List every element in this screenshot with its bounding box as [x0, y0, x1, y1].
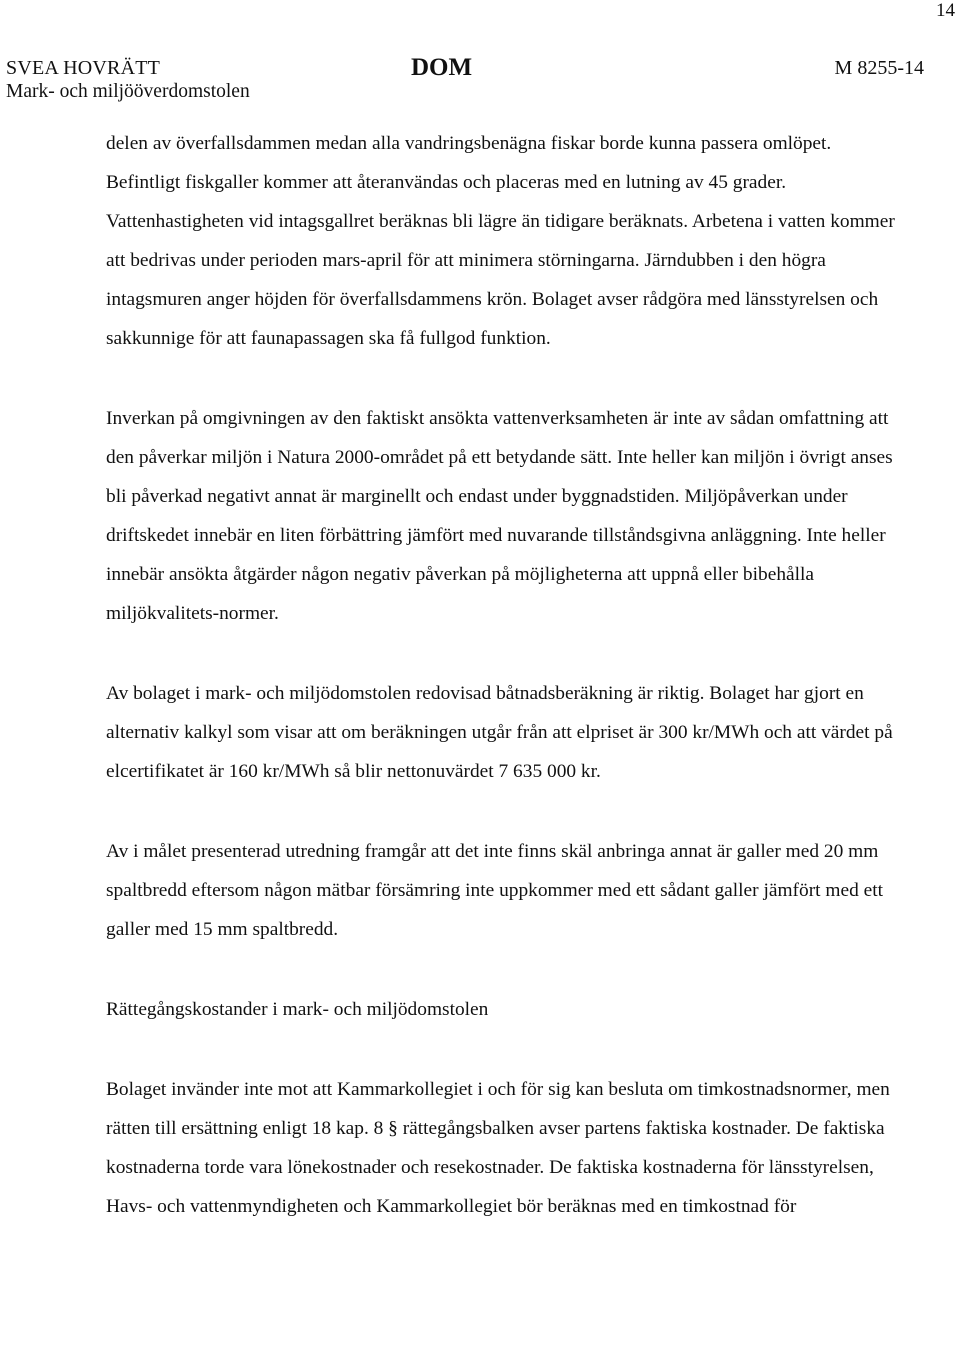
paragraph-grating-width: Av i målet presenterad utredning framgår att det inte finns skäl anbringa annat är galler med 20 mm spaltbredd eftersom någon mätbar försämring inte uppkommer med ett sådant galler jämfört med ett galler med 15 mm spaltbredd.	[106, 841, 883, 940]
paragraph-fish-passage: delen av överfallsdammen medan alla vandringsbenägna fiskar borde kunna passera omlöpet. Befintligt fiskgaller kommer att återanvändas och placeras med en lutning av 45 grader. Vattenhastigheten vid intagsgallret beräknas bli lägre än tidigare beräknats. Arbetena i vatten kommer att bedrivas under perioden mars-april för att minimera störningarna. Järndubben i den högra intagsmuren anger höjden för överfallsdammens krön. Bolaget avser rådgöra med länsstyrelsen och sakkunnige för att faunapassagen ska få fullgod funktion.	[106, 133, 895, 349]
court-name: SVEA HOVRÄTT	[6, 57, 161, 79]
document-header	[6, 56, 924, 104]
paragraph-litigation-costs: Bolaget invänder inte mot att Kammarkollegiet i och för sig kan besluta om timkostnadsnormer, men rätten till ersättning enligt 18 kap. 8 § rättegångsbalken avser partens faktiska kostnader. De faktiska kostnaderna torde vara lönekostnader och resekostnader. De faktiska kostnaderna för länsstyrelsen, Havs- och vattenmyndigheten och Kammarkollegiet bör beräknas med en timkostnad för	[106, 1079, 890, 1217]
document-type: DOM	[411, 54, 473, 81]
court-division: Mark- och miljööverdomstolen	[6, 81, 250, 102]
section-heading-litigation-costs: Rättegångskostander i mark- och miljödomstolen	[106, 999, 489, 1020]
document-body	[106, 124, 906, 1267]
paragraph-environmental-impact: Inverkan på omgivningen av den faktiskt ansökta vattenverksamheten är inte av sådan omfattning att den påverkar miljön i Natura 2000-området på ett betydande sätt. Inte heller kan miljön i övrigt anses bli påverkad negativt annat är marginellt och endast under byggnadstiden. Miljöpåverkan under driftskedet innebär en liten förbättring jämfört med nuvarande tillståndsgivna anläggning. Inte heller innebär ansökta åtgärder någon negativ påverkan på möjligheterna att uppnå eller bibehålla miljökvalitets-normer.	[106, 408, 893, 624]
page-number: 14	[936, 0, 955, 21]
case-number: M 8255-14	[834, 57, 924, 79]
paragraph-benefit-calculation: Av bolaget i mark- och miljödomstolen redovisad båtnadsberäkning är riktig. Bolaget har gjort en alternativ kalkyl som visar att om beräkningen utgår från att elpriset är 300 kr/MWh och att värdet på elcertifikatet är 160 kr/MWh så blir nettonuvärdet 7 635 000 kr.	[106, 683, 893, 782]
